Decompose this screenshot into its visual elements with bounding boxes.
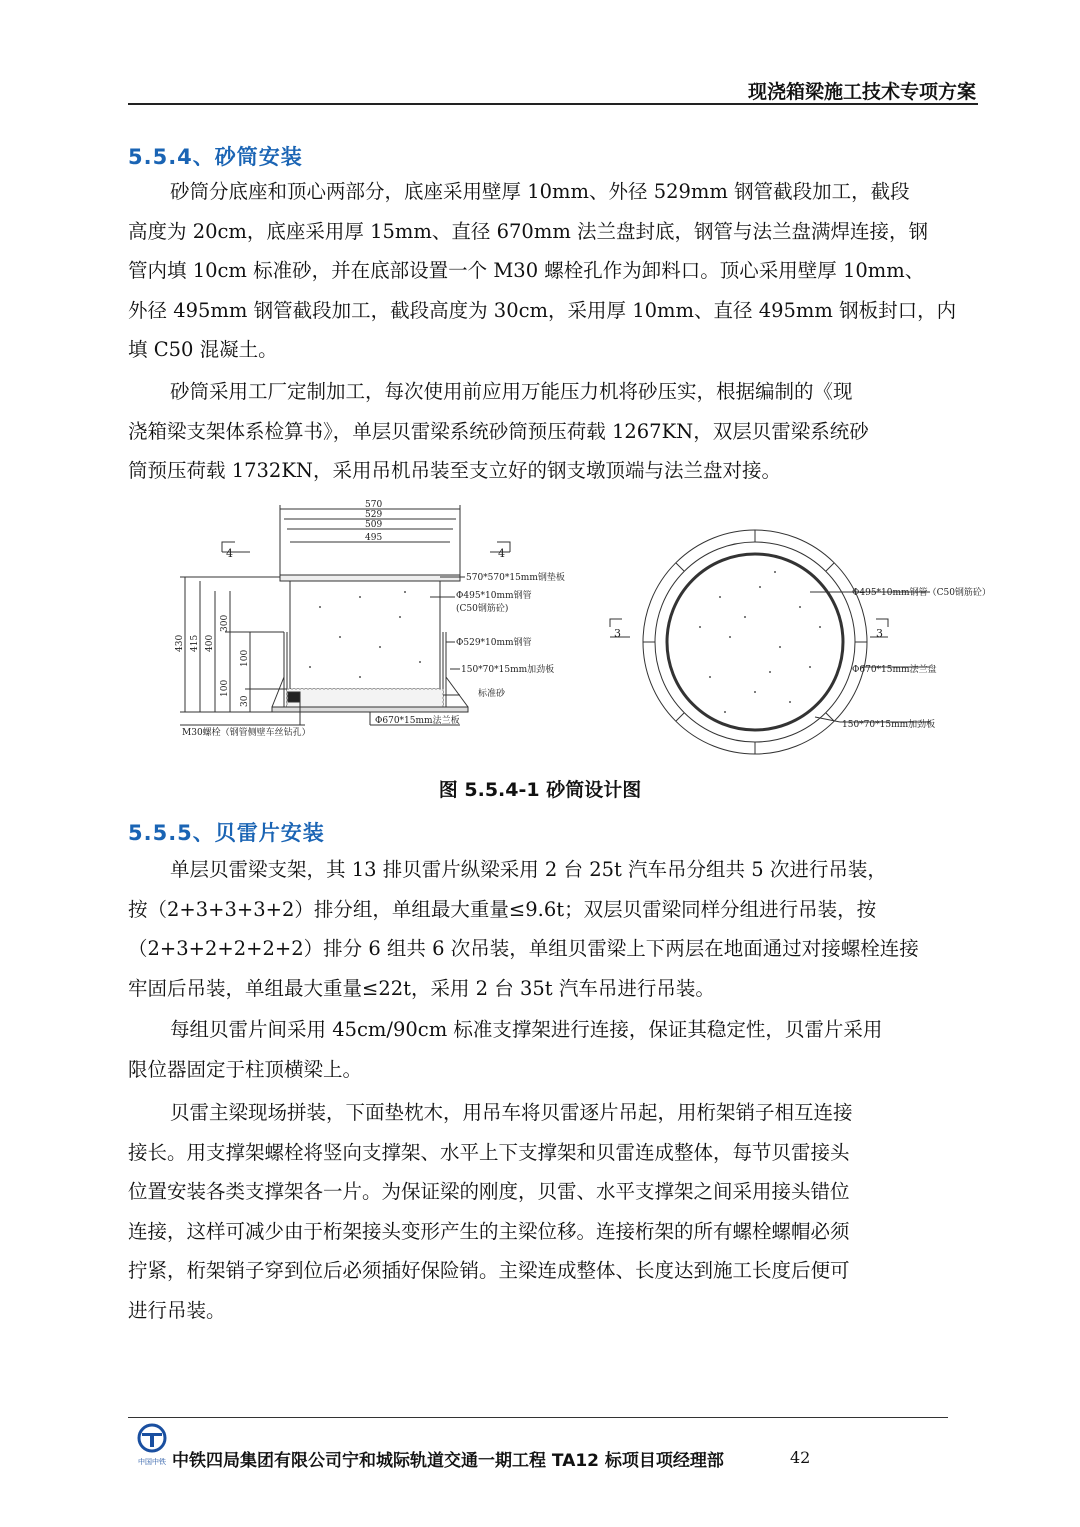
paragraph-5-5-4-2 [128,372,968,491]
dim-415: 415 [190,634,200,652]
text-line: 接长。用支撑架螺栓将竖向支撑架、水平上下支撑架和贝雷连成整体，每节贝雷接头 [128,1140,850,1164]
text-line: 填 C50 混凝土。 [128,338,278,362]
label-outer-pipe: Φ529*10mm钢管 [456,638,532,648]
dim-509: 509 [365,520,383,530]
text-line: 按（2+3+3+3+2）排分组，单组最大重量≤9.6t；双层贝雷梁同样分组进行吊装，按 [128,897,877,921]
label-plan-core-pipe: Φ495*10mm钢管（C50钢筋砼） [852,588,991,598]
text-line: 高度为 20cm，底座采用厚 15mm、直径 670mm 法兰盘封底，钢管与法兰盘满焊连接，钢 [128,219,929,243]
text-line: 限位器固定于柱顶横梁上。 [128,1057,363,1081]
text-line: 进行吊装。 [128,1298,226,1322]
header-rule [128,103,978,105]
dim-495: 495 [365,533,383,543]
standard-sand [287,689,443,707]
label-stiffener-left: 150*70*15mm加劲板 [461,665,555,675]
text-line: 外径 495mm 钢管截段加工，截段高度为 30cm，采用厚 10mm、直径 495mm 钢板封口，内 [128,298,957,322]
figure-caption: 图 5.5.4-1 砂筒设计图 [438,779,642,801]
page-header-title: 现浇箱梁施工技术专项方案 [747,81,976,103]
paragraph-5-5-5-3 [128,1093,968,1331]
paragraph-5-5-5-2 [128,1010,968,1089]
text-line: 牢固后吊装，单组最大重量≤22t，采用 2 台 35t 汽车吊进行吊装。 [128,976,715,1000]
sand-cylinder-drawing [160,497,991,752]
flange-plate [272,707,468,712]
dim-570: 570 [365,500,383,510]
footer-company: 中铁四局集团有限公司宁和城际轨道交通一期工程 TA12 标项目项经理部 [172,1451,724,1471]
paragraph-5-5-5-1 [128,850,968,1008]
paragraph-5-5-4-1 [128,172,968,370]
section-mark-3-right: 3 [876,627,883,640]
m30-bolt [288,692,300,702]
dim-529: 529 [365,510,383,520]
text-line: 浇箱梁支架体系检算书》，单层贝雷梁系统砂筒预压荷载 1267KN，双层贝雷梁系统砂 [128,419,869,443]
text-line: 单层贝雷梁支架，其 13 排贝雷片纵梁采用 2 台 25t 汽车吊分组共 5 次进行吊装， [170,858,887,881]
text-line: 拧紧，桁架销子穿到位后必须插好保险销。主梁连成整体、长度达到施工长度后便可 [128,1259,850,1283]
dim-100-lower: 100 [220,679,230,697]
section-heading-5-5-5: 5.5.5、贝雷片安装 [128,821,325,845]
label-c50-concrete: (C50钢筋砼) [456,604,509,614]
crec-logo [128,1420,176,1468]
dim-100-upper: 100 [240,649,250,667]
text-line: 位置安装各类支撑架各一片。为保证梁的刚度，贝雷、水平支撑架之间采用接头错位 [128,1180,850,1204]
text-line: 管内填 10cm 标准砂，并在底部设置一个 M30 螺栓孔作为卸料口。顶心采用壁厚 10mm、 [128,259,925,283]
section-mark-4-left: 4 [226,547,233,560]
text-line: 砂筒采用工厂定制加工，每次使用前应用万能压力机将砂压实，根据编制的《现 [170,380,853,403]
label-plan-flange: Φ670*15mm法兰盘 [852,665,937,675]
dim-30: 30 [240,695,250,707]
text-line: （2+3+2+2+2+2）排分 6 组共 6 次吊装，单组贝雷梁上下两层在地面通过对接螺栓连接 [128,937,919,961]
label-m30-bolt: M30螺栓（钢管侧壁车丝钻孔） [182,728,311,738]
dim-400: 400 [205,634,215,652]
dim-430: 430 [175,634,185,652]
steel-pad-plate [280,575,460,581]
text-line: 每组贝雷片间采用 45cm/90cm 标准支撑架进行连接，保证其稳定性，贝雷片采用 [170,1018,883,1041]
dim-300: 300 [220,614,230,632]
label-flange-plate: Φ670*15mm法兰板 [375,716,460,726]
section-mark-4-right: 4 [498,547,505,560]
page-number: 42 [790,1448,811,1467]
label-core-pipe: Φ495*10mm钢管 [456,591,532,601]
core-pipe-circle [667,554,843,730]
sand-cylinder-design-figure [160,497,991,752]
text-line: 连接，这样可减少由于桁架接头变形产生的主梁位移。连接桁架的所有螺栓螺帽必须 [128,1219,850,1243]
section-heading-5-5-4: 5.5.4、砂筒安装 [128,145,303,169]
text-line: 砂筒分底座和顶心两部分，底座采用壁厚 10mm、外径 529mm 钢管截段加工，截段 [170,180,910,203]
top-core-pipe [290,581,440,689]
label-plan-stiffener: 150*70*15mm加劲板 [842,720,936,730]
footer-rule [128,1417,948,1418]
text-line: 筒预压荷载 1732KN，采用吊机吊装至支立好的钢支墩顶端与法兰盘对接。 [128,459,781,483]
text-line: 贝雷主梁现场拼装，下面垫枕木，用吊车将贝雷逐片吊起，用桁架销子相互连接 [170,1101,853,1124]
section-mark-3-left: 3 [614,627,621,640]
svg-text:中国中铁: 中国中铁 [138,1458,166,1466]
label-steel-pad: 570*570*15mm钢垫板 [466,573,565,583]
label-standard-sand: 标准砂 [478,689,506,699]
outer-pipe-circle [655,542,855,742]
